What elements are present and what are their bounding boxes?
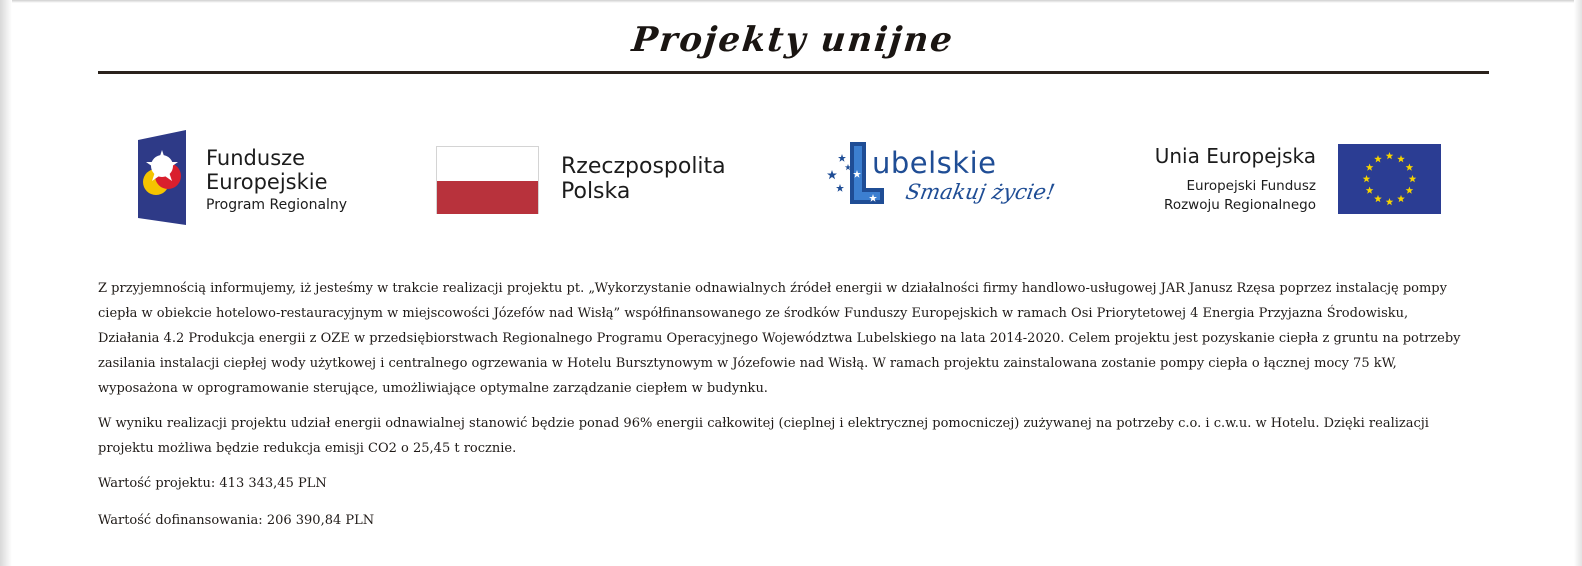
fundusze-europejskie-star-icon [138,130,188,225]
logo-unia-europejska [1130,144,1442,216]
unia-subtitle [1130,177,1316,215]
eu-flag-icon [1338,144,1441,214]
right-shadow [1574,0,1582,566]
logo-rzeczpospolita-polska [436,146,756,216]
unia-name: Unia Europejska [1154,144,1316,168]
project-value: Wartość projektu: 413 343,45 PLN [98,476,327,491]
rzeczpospolita-line1: Rzeczpospolita [561,154,726,179]
fundusze-subtitle: Program Regionalny [206,197,348,213]
lubelskie-name: ubelskie [872,146,997,180]
fundusze-name [206,146,376,194]
fundusze-line2: Europejskie [206,170,328,194]
fundusze-line1: Fundusze [206,146,306,170]
unia-sub-line1: Europejski Fundusz [1186,178,1316,194]
rzeczpospolita-name [561,154,761,204]
left-shadow [0,0,12,566]
logo-fundusze-europejskie [138,130,378,225]
project-description [98,276,1470,545]
top-shadow [0,0,1582,3]
flag-red-stripe [437,181,538,214]
paragraph-intro: Z przyjemnością informujemy, iż jesteśmy w trakcie realizacji projektu pt. „Wykorzystanie odnawialnych źródeł energii w działalności firmy handlowo-usługowej JAR Janusz Rzęsa poprzez instalację pompy ciepła w obiekcie hotelowo-restauracyjnym w miejscowości Józefów nad Wisłą” współfinansowanego ze środków Funduszy Europejskich w ramach Osi Priorytetowej 4 Energia Przyjazna Środowisku, Działania 4.2 Produkcja energii z OZE w przedsiębiorstwach Regionalnego Programu Operacyjnego Województwa Lubelskiego na lata 2014-2020. Celem projektu jest pozyskanie ciepła z gruntu na potrzeby zasilania instalacji ciepłej wody użytkowej i centralnego ogrzewania w Hotelu Bursztynowym w Józefowie nad Wisłą. W ramach projektu zainstalowana zostanie pompy ciepła o łącznej mocy 75 kW, wyposażona w oprogramowanie sterujące, umożliwiające optymalne zarządzanie ciepłem w budynku. [98,281,1461,396]
title-divider [98,71,1489,74]
paragraph-results: W wyniku realizacji projektu udział energii odnawialnej stanowić będzie ponad 96% energii całkowitej (cieplnej i elektrycznej pomocniczej) zużywanej na potrzeby c.o. i c.w.u. w Hotelu. Dzięki realizacji projektu możliwa będzie redukcja emisji CO2 o 25,45 t rocznie. [98,416,1429,456]
lubelskie-slogan: Smakuj życie! [903,180,1057,204]
polish-flag-icon [436,146,539,214]
logo-lubelskie [826,140,1057,215]
rzeczpospolita-line2: Polska [561,179,631,204]
page-title: Projekty unijne [629,20,957,60]
unia-sub-line2: Rozwoju Regionalnego [1164,197,1316,213]
funding-value: Wartość dofinansowania: 206 390,84 PLN [98,513,375,528]
flag-white-stripe [437,147,538,181]
